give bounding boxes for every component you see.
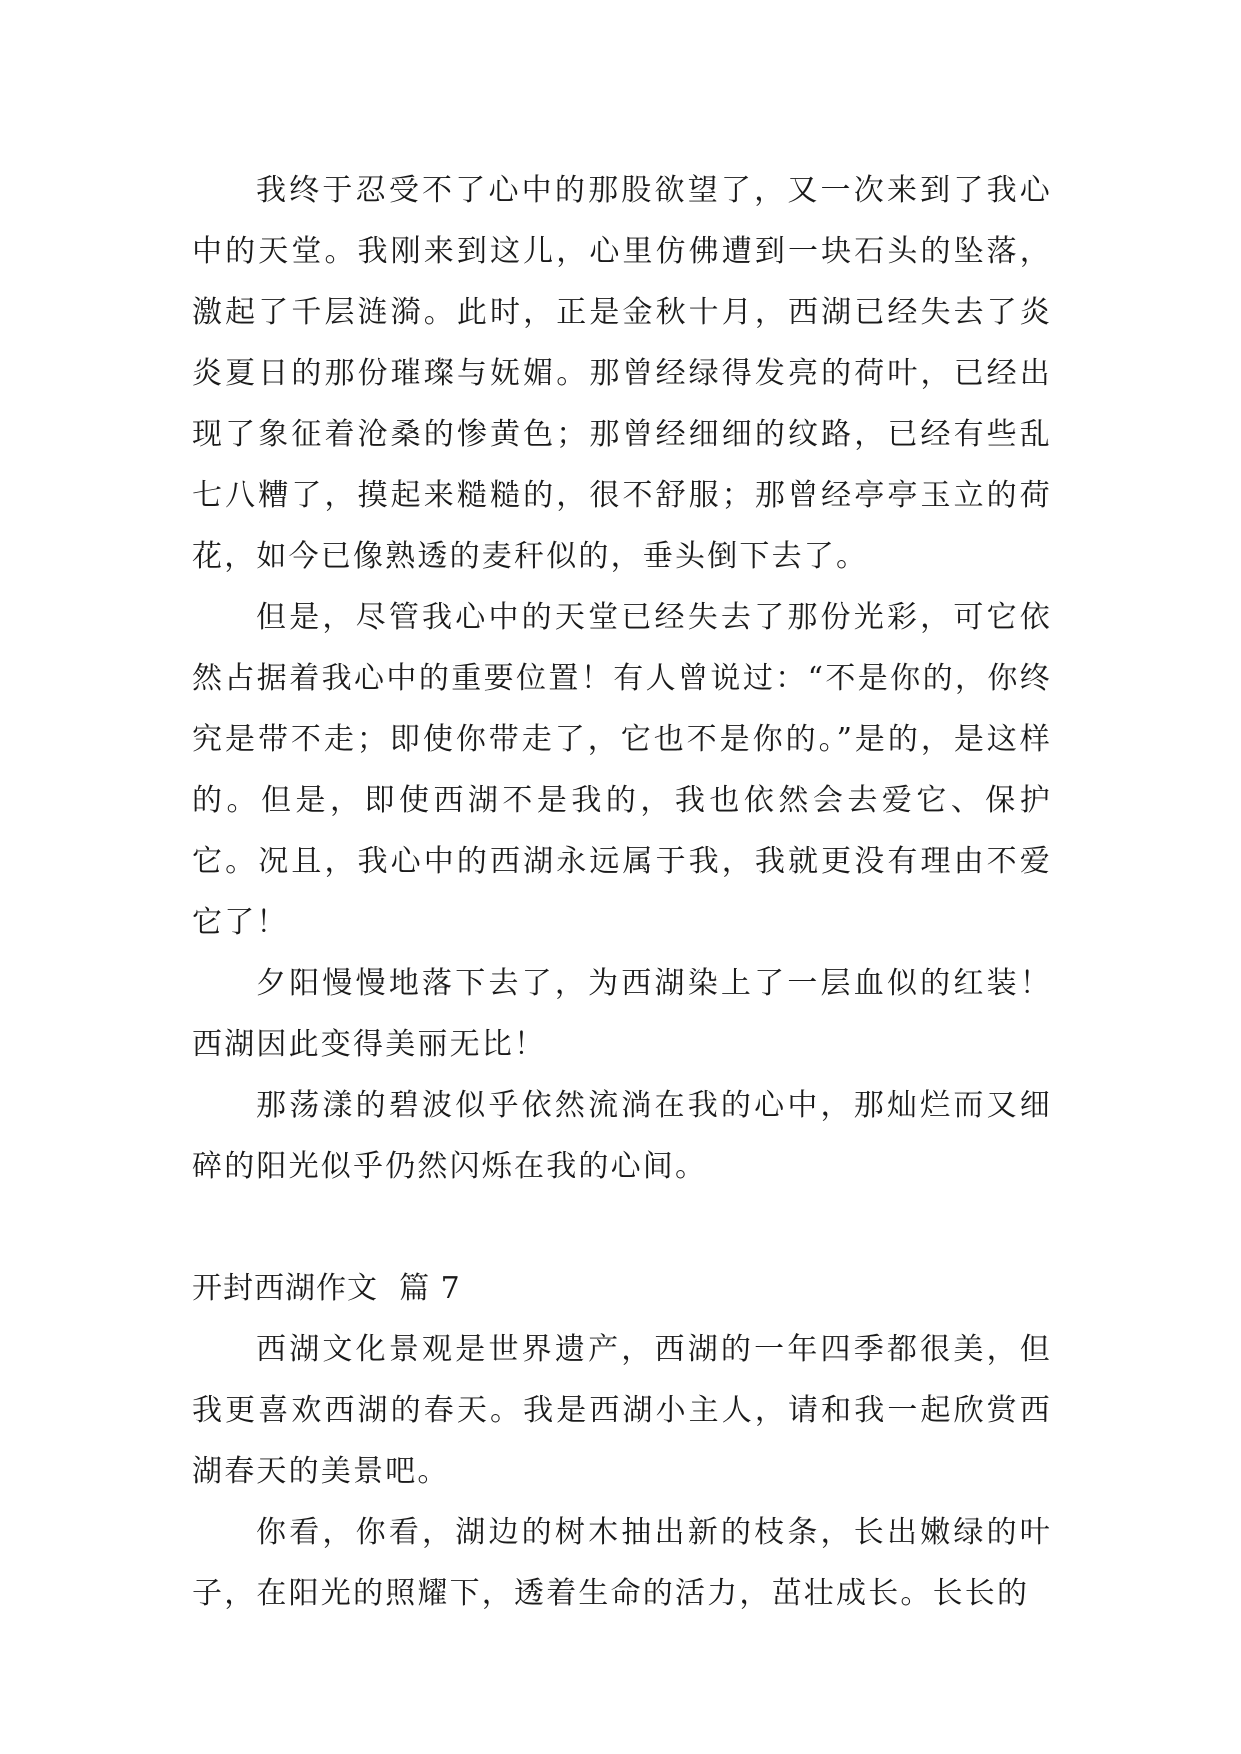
document-body — [192, 160, 1052, 1624]
paragraph-5: 西湖文化景观是世界遗产，西湖的一年四季都很美，但我更喜欢西湖的春天。我是西湖小主人，请和我一起欣赏西湖春天的美景吧。 — [192, 1332, 1052, 1489]
paragraph-1: 我终于忍受不了心中的那股欲望了，又一次来到了我心中的天堂。我刚来到这儿，心里仿佛遭到一块石头的坠落，激起了千层涟漪。此时，正是金秋十月，西湖已经失去了炎炎夏日的那份璀璨与妩媚。那曾经绿得发亮的荷叶，已经出现了象征着沧桑的惨黄色；那曾经细细的纹路，已经有些乱七八糟了，摸起来糙糙的，很不舒服；那曾经亭亭玉立的荷花，如今已像熟透的麦秆似的，垂头倒下去了。 — [192, 173, 1052, 574]
section-title: 开封西湖作文 篇 7 — [192, 1271, 461, 1306]
paragraph-2: 但是，尽管我心中的天堂已经失去了那份光彩，可它依然占据着我心中的重要位置！有人曾说过：“不是你的，你终究是带不走；即使你带走了，它也不是你的。”是的，是这样的。但是，即使西湖不是我的，我也依然会去爱它、保护它。况且，我心中的西湖永远属于我，我就更没有理由不爱它了！ — [192, 600, 1052, 940]
paragraph-6: 你看，你看，湖边的树木抽出新的枝条，长出嫩绿的叶子，在阳光的照耀下，透着生命的活力，茁壮成长。长长的 — [192, 1515, 1052, 1611]
paragraph-4: 那荡漾的碧波似乎依然流淌在我的心中，那灿烂而又细碎的阳光似乎仍然闪烁在我的心间。 — [192, 1088, 1052, 1184]
paragraph-3: 夕阳慢慢地落下去了，为西湖染上了一层血似的红装！西湖因此变得美丽无比！ — [192, 966, 1052, 1062]
